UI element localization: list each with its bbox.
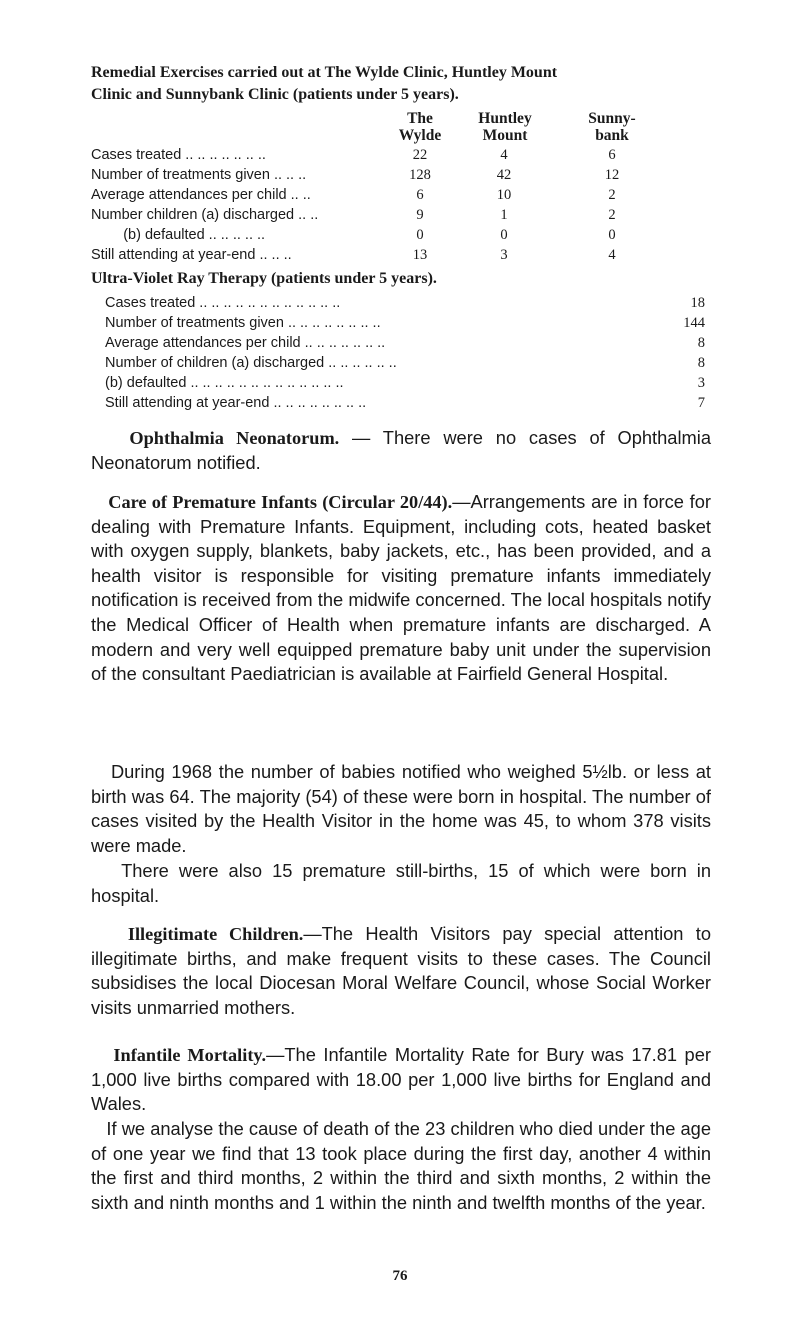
row-label: Cases treated .. .. .. .. .. .. .. [91, 147, 266, 163]
infantile-paragraph-2 [91, 1117, 711, 1215]
cell-wylde: 13 [412, 247, 428, 263]
section-heading: Care of Premature Infants (Circular 20/44). [108, 492, 453, 512]
cell-wylde: 128 [409, 167, 431, 183]
cell-huntley: 10 [496, 187, 512, 203]
row-label: Number children (a) discharged .. .. [91, 207, 319, 223]
cell-sunnybank: 0 [608, 227, 616, 243]
column-header-line: bank [595, 127, 629, 144]
row-label: (b) defaulted .. .. .. .. .. .. .. .. .. .. .. .. .. [105, 375, 344, 391]
paragraph-text: During 1968 the number of babies notified who weighed 5½lb. or less at birth was 64. The majority (54) of these were born in hospital. The number of cases visited by the Health Visitor in the home was 45, to whom 378 visits were made. [91, 761, 711, 856]
column-header-sunnybank [577, 110, 647, 144]
section-heading: Ophthalmia Neonatorum. [129, 428, 340, 448]
column-header-line: The [407, 110, 433, 127]
table-row [91, 165, 711, 185]
cell-huntley: 3 [500, 247, 508, 263]
cell-wylde: 22 [412, 147, 428, 163]
list-item [105, 313, 705, 333]
premature-paragraph [91, 490, 711, 687]
list-item [105, 373, 705, 393]
column-header-huntley [465, 110, 545, 144]
list-item [105, 333, 705, 353]
cell-sunnybank: 2 [608, 187, 616, 203]
illegitimate-paragraph [91, 922, 711, 1020]
row-label: Number of children (a) discharged .. .. .. .. .. .. [105, 355, 397, 371]
cell-sunnybank: 2 [608, 207, 616, 223]
cell-wylde: 9 [416, 207, 424, 223]
remedial-heading-line1: Remedial Exercises carried out at The Wylde Clinic, Huntley Mount [91, 64, 558, 81]
row-value: 8 [697, 355, 705, 371]
column-header-line: Wylde [398, 127, 442, 144]
list-item [105, 393, 705, 413]
cell-huntley: 42 [496, 167, 512, 183]
table-row [91, 245, 711, 265]
row-label: Number of treatments given .. .. .. [91, 167, 307, 183]
ophthalmia-paragraph [91, 426, 711, 475]
table-row [91, 225, 711, 245]
page-number: 76 [392, 1268, 408, 1284]
paragraph-text: If we analyse the cause of death of the 23 children who died under the age of one year we find that 13 took place during the first day, another 4 within the first and third months, 2 within the third and sixth months, 2 within the sixth and ninth months and 1 within the ninth and twelfth months of the year. [91, 1118, 711, 1213]
row-label: Average attendances per child .. .. .. .. .. .. .. [105, 335, 386, 351]
paragraph-text: —The Health Visitors pay special attention to illegitimate births, and make frequent visits to these cases. The Council subsidises the local Diocesan Moral Welfare Council, whose Social Worker visits unmarried mothers. [91, 923, 711, 1018]
paragraph-text: There were also 15 premature still-births, 15 of which were born in hospital. [91, 860, 711, 906]
row-label: Still attending at year-end .. .. .. [91, 247, 292, 263]
cell-wylde: 0 [416, 227, 424, 243]
cell-huntley: 0 [500, 227, 508, 243]
table-row [91, 205, 711, 225]
row-value: 8 [697, 335, 705, 351]
infantile-paragraph [91, 1043, 711, 1117]
cell-huntley: 4 [500, 147, 508, 163]
paragraph-text: — There were no cases of Ophthalmia Neonatorum notified. [91, 427, 711, 473]
premature-paragraph-2 [91, 760, 711, 858]
row-label: Still attending at year-end .. .. .. .. .. .. .. .. [105, 395, 367, 411]
premature-paragraph-3 [91, 859, 711, 908]
cell-wylde: 6 [416, 187, 424, 203]
section-heading: Illegitimate Children. [127, 924, 304, 944]
column-header-line: Mount [482, 127, 528, 144]
list-item [105, 353, 705, 373]
section-heading: Infantile Mortality. [113, 1045, 267, 1065]
column-header-wylde [390, 110, 450, 144]
table-row [91, 185, 711, 205]
ultraviolet-heading: Ultra-Violet Ray Therapy (patients under 5 years). [91, 270, 437, 287]
column-header-line: Sunny- [588, 110, 636, 127]
row-label: Average attendances per child .. .. [91, 187, 311, 203]
list-item [105, 293, 705, 313]
paragraph-text: —Arrangements are in force for dealing with Premature Infants. Equipment, including cots, heated basket with oxygen supply, blankets, baby jackets, etc., has been provided, and a health visitor is responsible for visiting premature infants immediately notification is received from the midwife concerned. The local hospitals notify the Medical Officer of Health when premature infants are discharged. A modern and very well equipped premature baby unit under the supervision of the consultant Paediatrician is available at Fairfield General Hospital. [91, 491, 711, 685]
row-value: 3 [697, 375, 705, 391]
row-value: 18 [690, 295, 705, 311]
row-label: Number of treatments given .. .. .. .. .. .. .. .. [105, 315, 381, 331]
table-row [91, 145, 711, 165]
row-value: 144 [683, 315, 705, 331]
row-label: Cases treated .. .. .. .. .. .. .. .. .. .. .. .. [105, 295, 341, 311]
row-value: 7 [697, 395, 705, 411]
cell-huntley: 1 [500, 207, 508, 223]
column-header-line: Huntley [478, 110, 532, 127]
paragraph-text: —The Infantile Mortality Rate for Bury was 17.81 per 1,000 live births compared with 18.00 per 1,000 live births for England and Wales. [91, 1044, 711, 1115]
row-label: (b) defaulted .. .. .. .. .. [91, 227, 266, 243]
cell-sunnybank: 12 [604, 167, 620, 183]
remedial-heading-line2: Clinic and Sunnybank Clinic (patients under 5 years). [91, 86, 459, 103]
cell-sunnybank: 4 [608, 247, 616, 263]
cell-sunnybank: 6 [608, 147, 616, 163]
